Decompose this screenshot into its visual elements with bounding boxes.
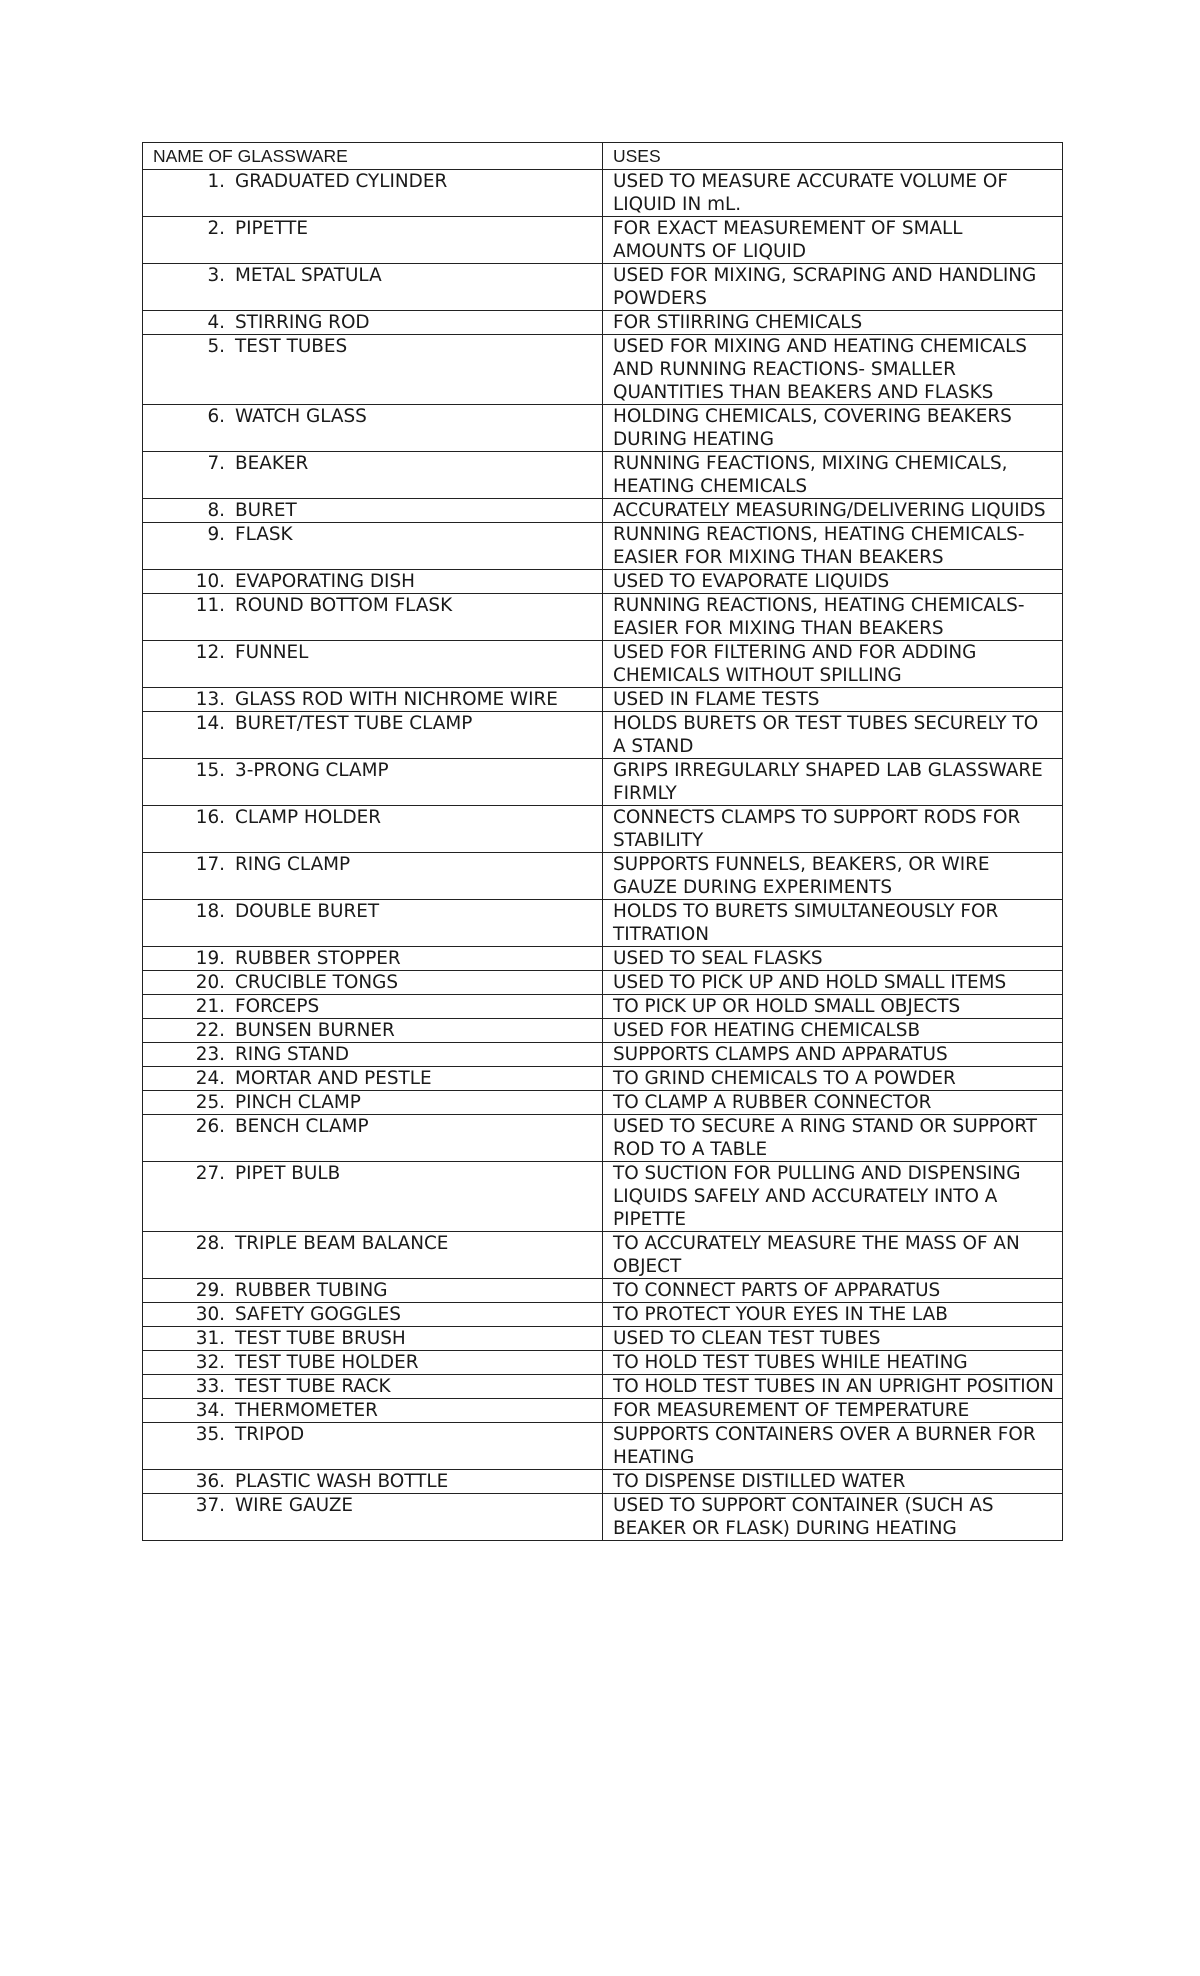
glassware-use: ACCURATELY MEASURING/DELIVERING LIQUIDS: [603, 499, 1063, 523]
glassware-name-cell: [143, 1399, 603, 1423]
glassware-name: MORTAR AND PESTLE: [235, 1068, 432, 1089]
glassware-name-cell: [143, 1279, 603, 1303]
glassware-name-cell: [143, 947, 603, 971]
glassware-name-cell: [143, 1423, 603, 1470]
glassware-use: FOR EXACT MEASUREMENT OF SMALL AMOUNTS OF LIQUID: [603, 217, 1063, 264]
glassware-name-cell: [143, 1375, 603, 1399]
table-row: [143, 523, 1063, 570]
glassware-name-cell: [143, 594, 603, 641]
glassware-name: EVAPORATING DISH: [235, 571, 415, 592]
table-row: [143, 1019, 1063, 1043]
glassware-name-cell: [143, 971, 603, 995]
glassware-list-item: [153, 1067, 594, 1090]
glassware-name: BURET/TEST TUBE CLAMP: [235, 713, 473, 734]
glassware-use: USED FOR HEATING CHEMICALSB: [603, 1019, 1063, 1043]
glassware-list-item: [153, 1399, 594, 1422]
glassware-use: SUPPORTS FUNNELS, BEAKERS, OR WIRE GAUZE DURING EXPERIMENTS: [603, 853, 1063, 900]
item-number: 25.: [195, 1092, 225, 1113]
glassware-name-cell: [143, 1067, 603, 1091]
item-number: 27.: [195, 1163, 225, 1184]
item-number: 29.: [195, 1280, 225, 1301]
glassware-name-cell: [143, 217, 603, 264]
item-number: 24.: [195, 1068, 225, 1089]
glassware-use: USED TO PICK UP AND HOLD SMALL ITEMS: [603, 971, 1063, 995]
glassware-name: FLASK: [235, 524, 293, 545]
glassware-name-cell: [143, 641, 603, 688]
glassware-name-cell: [143, 806, 603, 853]
glassware-name-cell: [143, 1351, 603, 1375]
item-number: 31.: [195, 1328, 225, 1349]
glassware-use: CONNECTS CLAMPS TO SUPPORT RODS FOR STABILITY: [603, 806, 1063, 853]
item-number: 36.: [195, 1471, 225, 1492]
glassware-list-item: [153, 759, 594, 782]
glassware-list-item: [153, 1351, 594, 1374]
glassware-use: USED TO SECURE A RING STAND OR SUPPORT ROD TO A TABLE: [603, 1115, 1063, 1162]
glassware-use: HOLDS TO BURETS SIMULTANEOUSLY FOR TITRATION: [603, 900, 1063, 947]
item-number: 17.: [195, 854, 225, 875]
glassware-use: TO HOLD TEST TUBES IN AN UPRIGHT POSITION: [603, 1375, 1063, 1399]
table-row: [143, 947, 1063, 971]
glassware-list-item: [153, 1327, 594, 1350]
table-body: [143, 143, 1063, 1541]
glassware-name: ROUND BOTTOM FLASK: [235, 595, 453, 616]
item-number: 6.: [207, 406, 225, 427]
table-row: [143, 806, 1063, 853]
glassware-use: TO ACCURATELY MEASURE THE MASS OF AN OBJECT: [603, 1232, 1063, 1279]
table-row: [143, 1232, 1063, 1279]
glassware-list-item: [153, 1043, 594, 1066]
glassware-name: BUNSEN BURNER: [235, 1020, 395, 1041]
table-row: [143, 1351, 1063, 1375]
table-row: [143, 1043, 1063, 1067]
glassware-name: THERMOMETER: [235, 1400, 378, 1421]
table-row: [143, 264, 1063, 311]
glassware-name-cell: [143, 853, 603, 900]
glassware-name-cell: [143, 900, 603, 947]
item-number: 16.: [195, 807, 225, 828]
glassware-name-cell: [143, 264, 603, 311]
table-row: [143, 1423, 1063, 1470]
glassware-name-cell: [143, 1162, 603, 1232]
glassware-name: FUNNEL: [235, 642, 309, 663]
item-number: 3.: [207, 265, 225, 286]
glassware-use: RUNNING REACTIONS, HEATING CHEMICALS- EASIER FOR MIXING THAN BEAKERS: [603, 594, 1063, 641]
glassware-use: TO PROTECT YOUR EYES IN THE LAB: [603, 1303, 1063, 1327]
glassware-name-cell: [143, 688, 603, 712]
glassware-name-cell: [143, 499, 603, 523]
glassware-name-cell: [143, 712, 603, 759]
glassware-list-item: [153, 995, 594, 1018]
glassware-use: TO SUCTION FOR PULLING AND DISPENSING LIQUIDS SAFELY AND ACCURATELY INTO A PIPETTE: [603, 1162, 1063, 1232]
glassware-name: RUBBER STOPPER: [235, 948, 401, 969]
item-number: 10.: [195, 571, 225, 592]
glassware-use: FOR STIIRRING CHEMICALS: [603, 311, 1063, 335]
glassware-name: RING STAND: [235, 1044, 350, 1065]
glassware-name-cell: [143, 1327, 603, 1351]
glassware-use: HOLDS BURETS OR TEST TUBES SECURELY TO A STAND: [603, 712, 1063, 759]
glassware-name-cell: [143, 995, 603, 1019]
glassware-list-item: [153, 217, 594, 240]
glassware-name: WATCH GLASS: [235, 406, 367, 427]
item-number: 13.: [195, 689, 225, 710]
glassware-name: PINCH CLAMP: [235, 1092, 361, 1113]
glassware-list-item: [153, 1494, 594, 1517]
item-number: 4.: [207, 312, 225, 333]
glassware-list-item: [153, 335, 594, 358]
table-row: [143, 1327, 1063, 1351]
table-row: [143, 311, 1063, 335]
glassware-name: TEST TUBES: [235, 336, 348, 357]
glassware-list-item: [153, 523, 594, 546]
glassware-list-item: [153, 806, 594, 829]
glassware-use: TO PICK UP OR HOLD SMALL OBJECTS: [603, 995, 1063, 1019]
item-number: 34.: [195, 1400, 225, 1421]
table-row: [143, 1115, 1063, 1162]
item-number: 35.: [195, 1424, 225, 1445]
glassware-list-item: [153, 499, 594, 522]
glassware-list-item: [153, 688, 594, 711]
table-row: [143, 641, 1063, 688]
glassware-list-item: [153, 452, 594, 475]
item-number: 22.: [195, 1020, 225, 1041]
table-row: [143, 900, 1063, 947]
glassware-name: 3-PRONG CLAMP: [235, 760, 389, 781]
item-number: 33.: [195, 1376, 225, 1397]
glassware-name: WIRE GAUZE: [235, 1495, 354, 1516]
glassware-name-cell: [143, 335, 603, 405]
glassware-list-item: [153, 900, 594, 923]
glassware-use: USED TO SEAL FLASKS: [603, 947, 1063, 971]
item-number: 20.: [195, 972, 225, 993]
item-number: 1.: [207, 171, 225, 192]
item-number: 12.: [195, 642, 225, 663]
table-row: [143, 1067, 1063, 1091]
header-name-of-glassware: NAME OF GLASSWARE: [143, 143, 603, 170]
item-number: 2.: [207, 218, 225, 239]
glassware-name-cell: [143, 452, 603, 499]
glassware-name: TEST TUBE RACK: [235, 1376, 391, 1397]
glassware-name: DOUBLE BURET: [235, 901, 380, 922]
table-row: [143, 170, 1063, 217]
glassware-list-item: [153, 853, 594, 876]
glassware-use: RUNNING FEACTIONS, MIXING CHEMICALS, HEATING CHEMICALS: [603, 452, 1063, 499]
table-header-row: [143, 143, 1063, 170]
glassware-list-item: [153, 1470, 594, 1493]
glassware-list-item: [153, 1423, 594, 1446]
glassware-name: STIRRING ROD: [235, 312, 370, 333]
glassware-list-item: [153, 1279, 594, 1302]
table-row: [143, 452, 1063, 499]
glassware-name-cell: [143, 1470, 603, 1494]
glassware-name: PIPETTE: [235, 218, 308, 239]
glassware-name: RUBBER TUBING: [235, 1280, 388, 1301]
glassware-name: GRADUATED CYLINDER: [235, 171, 448, 192]
table-row: [143, 759, 1063, 806]
glassware-list-item: [153, 1303, 594, 1326]
table-row: [143, 217, 1063, 264]
table-row: [143, 594, 1063, 641]
glassware-name: TEST TUBE BRUSH: [235, 1328, 406, 1349]
glassware-name-cell: [143, 1019, 603, 1043]
glassware-use: USED FOR MIXING AND HEATING CHEMICALS AND RUNNING REACTIONS- SMALLER QUANTITIES THAN BEAKERS AND FLASKS: [603, 335, 1063, 405]
glassware-name: PIPET BULB: [235, 1163, 341, 1184]
glassware-use: TO DISPENSE DISTILLED WATER: [603, 1470, 1063, 1494]
glassware-name: SAFETY GOGGLES: [235, 1304, 401, 1325]
table-row: [143, 1470, 1063, 1494]
item-number: 23.: [195, 1044, 225, 1065]
table-row: [143, 995, 1063, 1019]
glassware-use: USED IN FLAME TESTS: [603, 688, 1063, 712]
glassware-use: TO GRIND CHEMICALS TO A POWDER: [603, 1067, 1063, 1091]
glassware-use: RUNNING REACTIONS, HEATING CHEMICALS- EASIER FOR MIXING THAN BEAKERS: [603, 523, 1063, 570]
table-row: [143, 1162, 1063, 1232]
glassware-use: SUPPORTS CONTAINERS OVER A BURNER FOR HEATING: [603, 1423, 1063, 1470]
glassware-list-item: [153, 311, 594, 334]
item-number: 18.: [195, 901, 225, 922]
table-row: [143, 335, 1063, 405]
glassware-name-cell: [143, 1043, 603, 1067]
table-row: [143, 1279, 1063, 1303]
glassware-list-item: [153, 1019, 594, 1042]
glassware-list-item: [153, 712, 594, 735]
glassware-name: RING CLAMP: [235, 854, 351, 875]
glassware-list-item: [153, 641, 594, 664]
table-row: [143, 1375, 1063, 1399]
glassware-list-item: [153, 1232, 594, 1255]
glassware-use: USED FOR MIXING, SCRAPING AND HANDLING POWDERS: [603, 264, 1063, 311]
item-number: 8.: [207, 500, 225, 521]
table-row: [143, 570, 1063, 594]
item-number: 30.: [195, 1304, 225, 1325]
glassware-table: [142, 142, 1063, 1541]
glassware-list-item: [153, 264, 594, 287]
item-number: 21.: [195, 996, 225, 1017]
glassware-use: FOR MEASUREMENT OF TEMPERATURE: [603, 1399, 1063, 1423]
glassware-name-cell: [143, 311, 603, 335]
table-row: [143, 499, 1063, 523]
glassware-name: GLASS ROD WITH NICHROME WIRE: [235, 689, 558, 710]
glassware-name-cell: [143, 1303, 603, 1327]
glassware-use: USED TO CLEAN TEST TUBES: [603, 1327, 1063, 1351]
glassware-name: METAL SPATULA: [235, 265, 382, 286]
glassware-use: SUPPORTS CLAMPS AND APPARATUS: [603, 1043, 1063, 1067]
glassware-list-item: [153, 170, 594, 193]
glassware-name: BURET: [235, 500, 297, 521]
glassware-list-item: [153, 570, 594, 593]
glassware-name-cell: [143, 523, 603, 570]
glassware-name-cell: [143, 759, 603, 806]
glassware-use: USED TO EVAPORATE LIQUIDS: [603, 570, 1063, 594]
glassware-name-cell: [143, 570, 603, 594]
glassware-name-cell: [143, 170, 603, 217]
item-number: 26.: [195, 1116, 225, 1137]
glassware-list-item: [153, 594, 594, 617]
glassware-use: USED TO MEASURE ACCURATE VOLUME OF LIQUID IN mL.: [603, 170, 1063, 217]
item-number: 28.: [195, 1233, 225, 1254]
glassware-use: USED FOR FILTERING AND FOR ADDING CHEMICALS WITHOUT SPILLING: [603, 641, 1063, 688]
glassware-use: USED TO SUPPORT CONTAINER (SUCH AS BEAKER OR FLASK) DURING HEATING: [603, 1494, 1063, 1541]
header-uses: USES: [603, 143, 1063, 170]
glassware-name-cell: [143, 1091, 603, 1115]
glassware-name: CLAMP HOLDER: [235, 807, 382, 828]
glassware-name: PLASTIC WASH BOTTLE: [235, 1471, 449, 1492]
item-number: 7.: [207, 453, 225, 474]
glassware-name: BEAKER: [235, 453, 309, 474]
glassware-name: CRUCIBLE TONGS: [235, 972, 399, 993]
table-row: [143, 712, 1063, 759]
table-row: [143, 1399, 1063, 1423]
glassware-use: TO CONNECT PARTS OF APPARATUS: [603, 1279, 1063, 1303]
glassware-use: TO HOLD TEST TUBES WHILE HEATING: [603, 1351, 1063, 1375]
glassware-list-item: [153, 405, 594, 428]
glassware-name-cell: [143, 1232, 603, 1279]
table-row: [143, 1091, 1063, 1115]
glassware-name: BENCH CLAMP: [235, 1116, 369, 1137]
item-number: 14.: [195, 713, 225, 734]
item-number: 9.: [207, 524, 225, 545]
glassware-list-item: [153, 1091, 594, 1114]
glassware-name-cell: [143, 1494, 603, 1541]
glassware-name-cell: [143, 405, 603, 452]
glassware-list-item: [153, 971, 594, 994]
table-row: [143, 405, 1063, 452]
glassware-name: TRIPLE BEAM BALANCE: [235, 1233, 449, 1254]
glassware-name: TRIPOD: [235, 1424, 305, 1445]
item-number: 5.: [207, 336, 225, 357]
glassware-use: HOLDING CHEMICALS, COVERING BEAKERS DURING HEATING: [603, 405, 1063, 452]
glassware-list-item: [153, 1115, 594, 1138]
table-row: [143, 688, 1063, 712]
glassware-use: GRIPS IRREGULARLY SHAPED LAB GLASSWARE FIRMLY: [603, 759, 1063, 806]
item-number: 32.: [195, 1352, 225, 1373]
table-row: [143, 853, 1063, 900]
table-row: [143, 1303, 1063, 1327]
table-row: [143, 971, 1063, 995]
table-row: [143, 1494, 1063, 1541]
glassware-name-cell: [143, 1115, 603, 1162]
glassware-name: TEST TUBE HOLDER: [235, 1352, 419, 1373]
item-number: 11.: [195, 595, 225, 616]
item-number: 37.: [195, 1495, 225, 1516]
glassware-list-item: [153, 1375, 594, 1398]
item-number: 19.: [195, 948, 225, 969]
item-number: 15.: [195, 760, 225, 781]
glassware-use: TO CLAMP A RUBBER CONNECTOR: [603, 1091, 1063, 1115]
glassware-name: FORCEPS: [235, 996, 320, 1017]
glassware-list-item: [153, 947, 594, 970]
glassware-list-item: [153, 1162, 594, 1185]
